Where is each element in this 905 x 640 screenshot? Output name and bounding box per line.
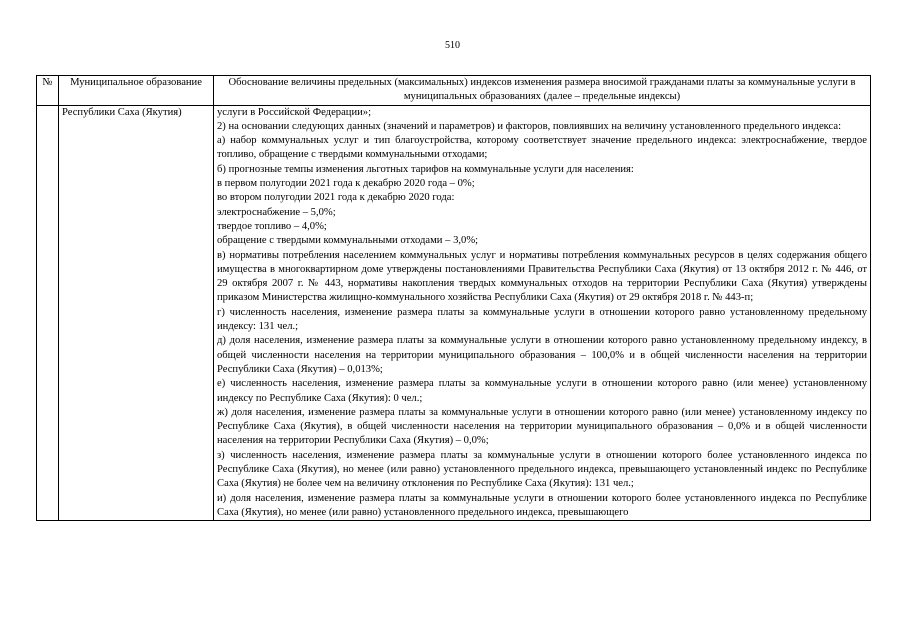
paragraph: ж) доля населения, изменение размера платы за коммунальные услуги в отношении которого равно (или менее) установленному индексу по Республике Саха (Якутия), в общей численности населения на территории муниципального образования – 0,0% и в общей численности населения на территории Республики Саха (Якутия) – 0,0%; [217, 406, 867, 447]
paragraph: з) численность населения, изменение размера платы за коммунальные услуги в отношении которого более установленного индекса по Республике Саха (Якутия), но менее (или равно) установленного предельного индекса, превышающего установленный индекс по Республике Саха (Якутия) не более чем на величину отклонения по Республике Саха (Якутия): 131 чел.; [217, 449, 867, 490]
paragraph: е) численность населения, изменение размера платы за коммунальные услуги в отношении которого равно (или менее) установленному индексу по Республике Саха (Якутия): 0 чел.; [217, 378, 867, 404]
page-number: 510 [445, 40, 460, 51]
paragraph: 2) на основании следующих данных (значений и параметров) и факторов, повлиявших на величину установленного предельного индекса: [217, 120, 842, 132]
row-number-cell [37, 105, 59, 521]
header-municipality: Муниципальное образование [59, 76, 214, 106]
paragraph: и) доля населения, изменение размера платы за коммунальные услуги в отношении которого более установленного индекса по Республике Саха (Якутия), но менее (или равно) установленного предельного индекса, превышающего [217, 492, 867, 518]
paragraph: твердое топливо – 4,0%; [217, 220, 327, 232]
justification-table [36, 75, 871, 521]
paragraph: в первом полугодии 2021 года к декабрю 2020 года – 0%; [217, 178, 475, 190]
paragraph: услуги в Российской Федерации»; [217, 106, 372, 118]
table-header-row [37, 76, 871, 106]
paragraph: электроснабжение – 5,0%; [217, 206, 336, 218]
header-number: № [37, 76, 59, 106]
table-row [37, 105, 871, 521]
paragraph: а) набор коммунальных услуг и тип благоустройства, которому соответствует значение предельного индекса: электроснабжение, твердое топливо, обращение с твердыми коммунальными отходами; [217, 135, 867, 161]
paragraph: б) прогнозные темпы изменения льготных тарифов на коммунальные услуги для населения: [217, 163, 634, 175]
paragraph: д) доля населения, изменение размера платы за коммунальные услуги в отношении которого равно установленному предельному индексу, в общей численности населения на территории муниципального образования – 100,0% и в общей численности населения на территории Республики Саха (Якутия) – 0,013%; [217, 335, 867, 375]
paragraph: во втором полугодии 2021 года к декабрю 2020 года: [217, 192, 455, 204]
justification-cell [214, 105, 871, 521]
paragraph: г) численность населения, изменение размера платы за коммунальные услуги в отношении которого равно установленному предельному индексу: 131 чел.; [217, 306, 867, 333]
paragraph: обращение с твердыми коммунальными отходами – 3,0%; [217, 235, 479, 247]
header-justification: Обоснование величины предельных (максимальных) индексов изменения размера вносимой гражданами платы за коммунальные услуги в муниципальных образованиях (далее – предельные индексы) [214, 76, 871, 106]
municipality-cell: Республики Саха (Якутия) [59, 105, 214, 521]
paragraph: в) нормативы потребления населением коммунальных услуг и нормативы потребления коммунальных ресурсов в целях содержания общего имущества в многоквартирном доме утверждены постановлениями Правительства Республики Саха (Якутия) от 13 октября 2012 г. № 446, от 29 октября 2007 г. № 443, нормативы накопления твердых коммунальных отходов на территории Республики Саха (Якутия) утверждены приказом Министерства жилищно-коммунального хозяйства Республики Саха (Якутия) от 29 октября 2018 г. № 443-п; [217, 249, 867, 304]
